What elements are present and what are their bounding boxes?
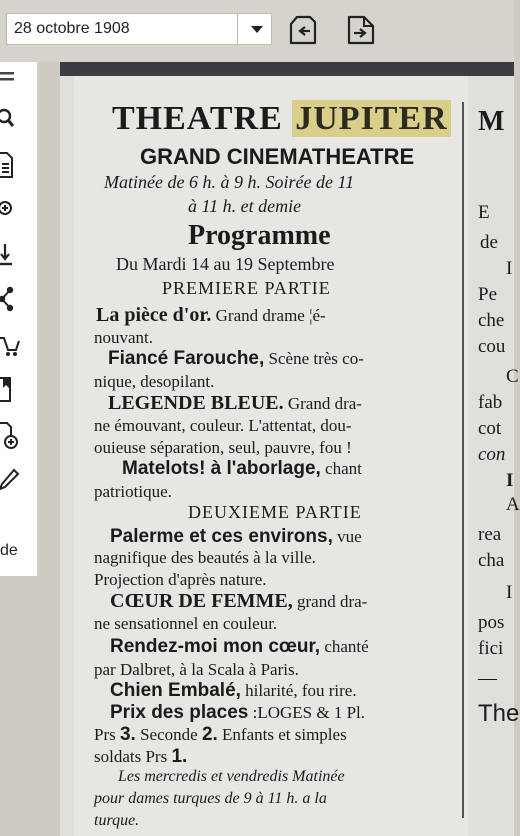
- item-5-cont-1: nagnifique des beautés à la ville.: [94, 548, 316, 567]
- sidebar-label: de: [0, 542, 18, 559]
- item-1: La pièce d'or. Grand drame ¦é-: [96, 304, 326, 326]
- part-two-heading: DEUXIEME PARTIE: [188, 502, 362, 522]
- programme-heading: Programme: [188, 220, 331, 251]
- right-col-2: E: [478, 202, 490, 223]
- date-select[interactable]: [6, 13, 272, 45]
- item-7: Rendez-moi mon cœur, chanté: [110, 636, 369, 657]
- item-2-cont: nique, desopilant.: [94, 372, 215, 391]
- right-col-19: —: [478, 668, 497, 689]
- right-col-1: M: [478, 106, 505, 137]
- right-col-14: rea: [478, 524, 502, 545]
- subtitle: GRAND CINEMATHEATRE: [140, 144, 415, 169]
- sidebar: [0, 62, 37, 576]
- prices-line-1: Prix des places :LOGES & 1 Pl.: [110, 702, 366, 723]
- dates-line: Du Mardi 14 au 19 Septembre: [116, 254, 335, 274]
- part-one-heading: PREMIERE PARTIE: [162, 278, 331, 298]
- right-col-11: con: [478, 444, 506, 465]
- right-col-7: cou: [478, 336, 506, 357]
- item-4: Matelots! à l'aborlage, chant: [122, 458, 362, 479]
- toolbar: [0, 0, 514, 62]
- right-col-16: I: [506, 582, 513, 603]
- right-col-5: Pe: [478, 284, 497, 305]
- item-8: Chien Embalé, hilarité, fou rire.: [110, 680, 357, 701]
- document-icon[interactable]: [0, 150, 22, 180]
- item-3: LEGENDE BLEUE. Grand dra-: [108, 392, 362, 414]
- schedule-line-2: à 11 h. et demie: [188, 196, 302, 216]
- footer-line-2: pour dames turques de 9 à 11 h. a la: [94, 790, 327, 807]
- bookmark-icon[interactable]: [0, 374, 22, 404]
- item-6: CŒUR DE FEMME, grand dra-: [110, 590, 368, 612]
- column-rule: [462, 102, 464, 818]
- item-3-cont-2: ouieuse séparation, seul, pauvre, fou !: [94, 438, 352, 457]
- right-col-18: fici: [478, 638, 504, 659]
- right-col-12: I: [506, 470, 514, 491]
- right-col-17: pos: [478, 612, 505, 633]
- search-highlight: JUPITER: [292, 100, 450, 137]
- footer-line-3: turque.: [94, 812, 140, 829]
- item-4-cont: patriotique.: [94, 482, 172, 501]
- download-icon[interactable]: [0, 240, 22, 270]
- right-col-3: de: [480, 232, 498, 253]
- item-2: Fiancé Farouche, Scène très co-: [108, 348, 364, 369]
- date-select-value: 28 octobre 1908: [14, 20, 130, 37]
- right-col-6: che: [478, 310, 505, 331]
- chevron-down-icon[interactable]: [251, 26, 263, 33]
- footer-line-1: Les mercredis et vendredis Matinée: [118, 768, 345, 785]
- theatre-title: THEATRE JUPITER: [112, 100, 451, 138]
- share-icon[interactable]: [0, 284, 22, 314]
- menu-icon[interactable]: [0, 64, 22, 94]
- schedule-line-1: Matinée de 6 h. à 9 h. Soirée de 11: [104, 172, 355, 192]
- right-col-20: The: [478, 700, 520, 727]
- page-back-icon[interactable]: [288, 14, 318, 46]
- right-col-13: A: [506, 494, 520, 515]
- cart-icon[interactable]: [0, 330, 22, 360]
- edit-icon[interactable]: [0, 466, 22, 496]
- page-top-edge: [60, 62, 514, 76]
- item-6-cont: ne sensationnel en couleur.: [94, 614, 278, 633]
- item-5-cont-2: Projection d'après nature.: [94, 570, 267, 589]
- search-icon[interactable]: [0, 104, 22, 134]
- right-col-9: fab: [478, 392, 503, 413]
- zoom-in-icon[interactable]: [0, 194, 22, 224]
- add-document-icon[interactable]: [0, 420, 22, 450]
- right-col-10: cot: [478, 418, 502, 439]
- page-forward-icon[interactable]: [346, 14, 376, 46]
- right-col-15: cha: [478, 550, 505, 571]
- select-divider: [237, 14, 238, 44]
- prices-line-3: soldats Prs 1.: [94, 746, 188, 767]
- item-3-cont-1: ne émouvant, couleur. L'attentat, dou-: [94, 416, 352, 435]
- item-5: Palerme et ces environs, vue: [110, 526, 362, 547]
- right-col-8: C: [506, 366, 519, 387]
- item-7-cont: par Dalbret, à la Scala à Paris.: [94, 660, 299, 679]
- right-col-4: I: [506, 258, 513, 279]
- item-1-cont: nouvant.: [94, 328, 154, 347]
- newspaper-page[interactable]: [60, 62, 520, 836]
- prices-line-2: Prs 3. Seconde 2. Enfants et simples: [94, 724, 347, 745]
